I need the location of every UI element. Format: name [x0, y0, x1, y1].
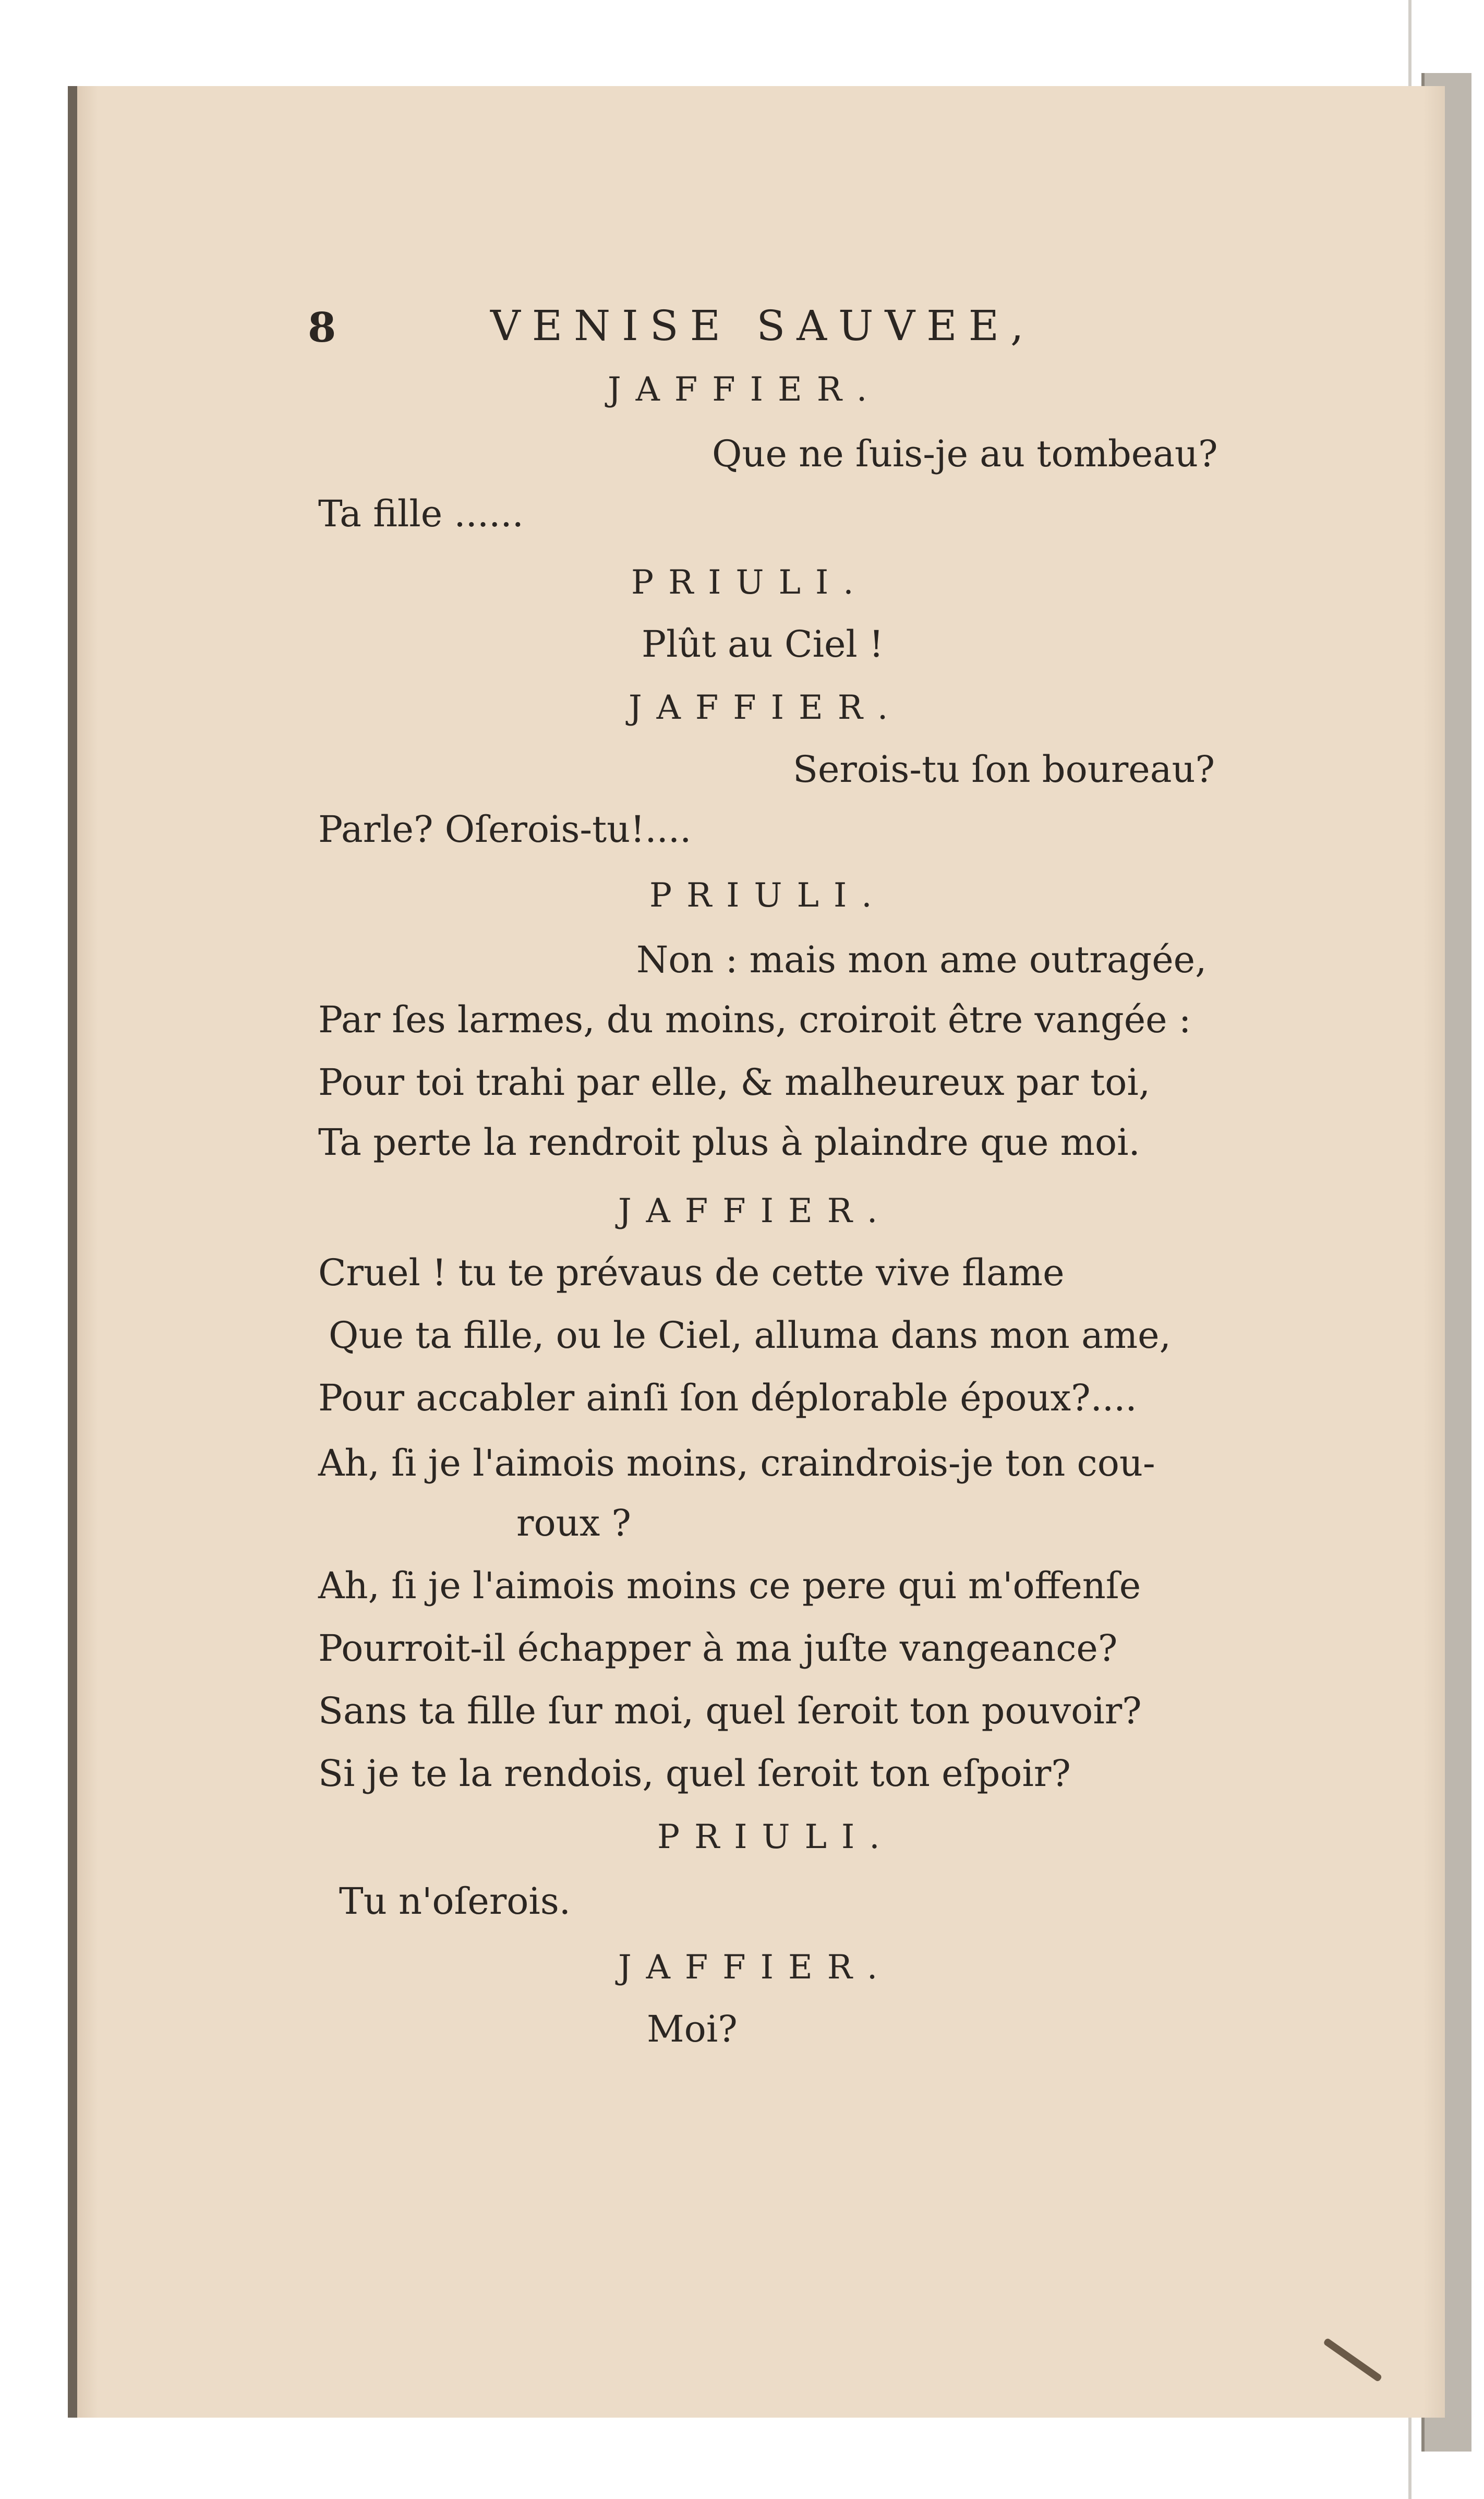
running-title: VENISE SAUVEE,	[490, 301, 1035, 350]
verse-line: roux ?	[516, 1502, 631, 1544]
speaker-jaffier: JAFFIER.	[608, 370, 882, 409]
verse-line: Non : mais mon ame outragée,	[636, 938, 1207, 981]
verse-line: Que ne ſuis-je au tombeau?	[712, 432, 1218, 475]
verse-line: Serois-tu ſon boureau?	[793, 748, 1215, 791]
verse-line: Par ſes larmes, du moins, croiroit être vangée :	[318, 998, 1191, 1041]
speaker-priuli: PRIULI.	[631, 563, 868, 602]
verse-line: Plût au Ciel !	[642, 623, 884, 666]
verse-line: Ta perte la rendroit plus à plaindre que moi.	[318, 1121, 1140, 1164]
verse-line: Si je te la rendois, quel ſeroit ton eſpoir?	[318, 1752, 1071, 1795]
verse-line: Sans ta fille ſur moi, quel ſeroit ton pouvoir?	[318, 1689, 1142, 1732]
speaker-priuli: PRIULI.	[649, 876, 887, 915]
verse-line: Cruel ! tu te prévaus de cette vive flame	[318, 1251, 1065, 1294]
verse-line: Que ta fille, ou le Ciel, alluma dans mon ame,	[329, 1314, 1171, 1357]
verse-line: Ta fille ......	[318, 492, 524, 535]
verse-line: Pour accabler ainſi ſon déplorable époux?....	[318, 1377, 1137, 1419]
verse-line: Pourroit-il échapper à ma juſte vangeance?	[318, 1627, 1118, 1670]
verse-line: Moi?	[647, 2008, 738, 2050]
speaker-jaffier: JAFFIER.	[618, 1948, 892, 1987]
page-number: 8	[308, 304, 336, 352]
verse-line: Parle? Oſerois-tu!....	[318, 808, 692, 851]
speaker-jaffier: JAFFIER.	[618, 1192, 892, 1230]
verse-line: Ah, ſi je l'aimois moins ce pere qui m'offenſe	[318, 1564, 1141, 1607]
speaker-jaffier: JAFFIER.	[629, 689, 903, 727]
verse-line: Tu n'oſerois.	[339, 1880, 571, 1923]
verse-line: Pour toi trahi par elle, & malheureux par toi,	[318, 1061, 1151, 1104]
verse-line: Ah, ſi je l'aimois moins, craindrois-je ton cou-	[318, 1442, 1155, 1484]
speaker-priuli: PRIULI.	[657, 1818, 895, 1856]
